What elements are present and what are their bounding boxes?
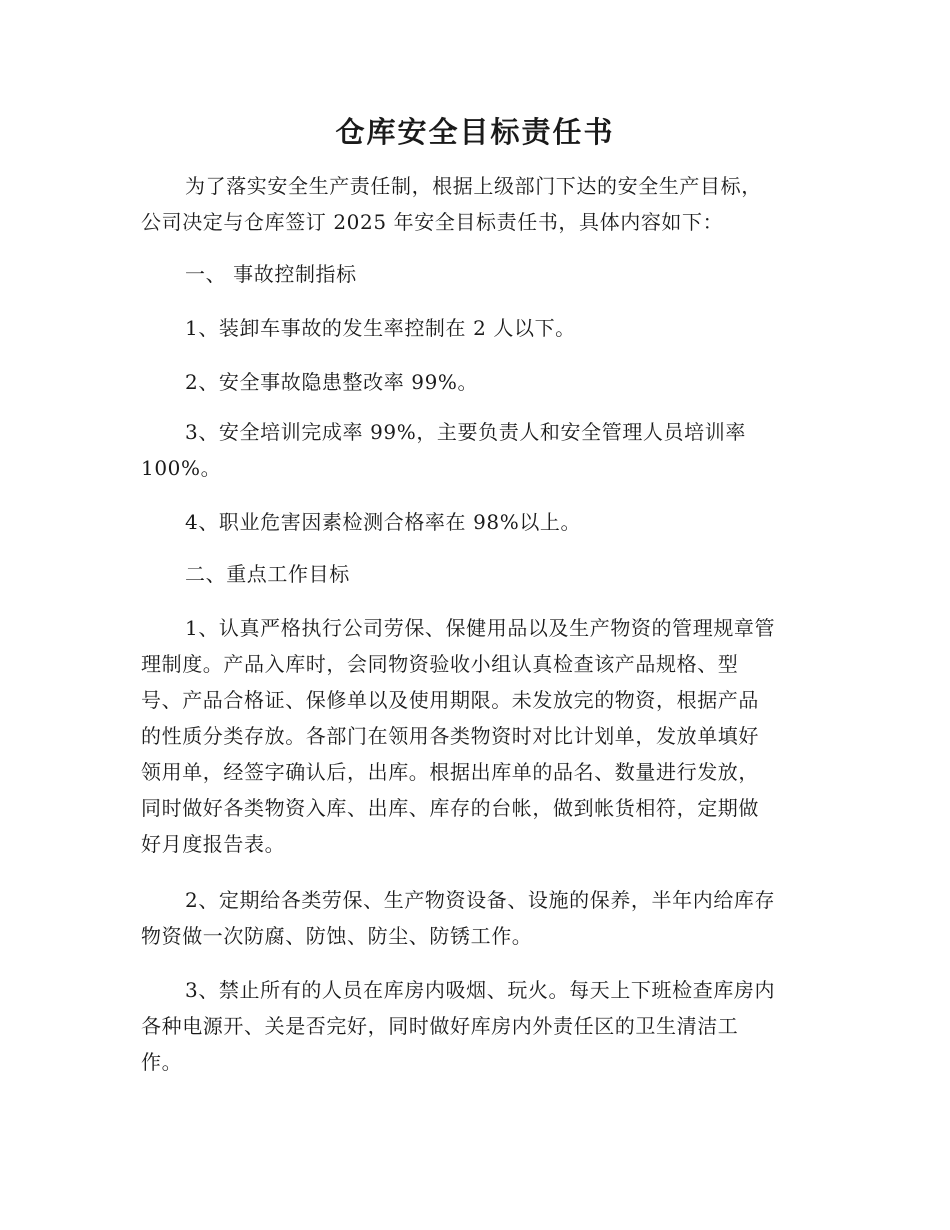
- text-line: 领用单，经签字确认后，出库。根据出库单的品名、数量进行发放，: [141, 760, 759, 784]
- text-line: 的性质分类存放。各部门在领用各类物资时对比计划单，发放单填好: [141, 724, 759, 748]
- text-line: 3、禁止所有的人员在库房内吸烟、玩火。每天上下班检查库房内: [185, 978, 776, 1002]
- text-line: 作。: [141, 1050, 183, 1074]
- text-line: 2、安全事故隐患整改率 99%。: [185, 370, 479, 394]
- text-line: 3、安全培训完成率 99%，主要负责人和安全管理人员培训率: [185, 420, 746, 444]
- text-line: 好月度报告表。: [141, 832, 286, 856]
- section-heading-key-work-goals: [141, 556, 811, 592]
- list-item: [141, 310, 811, 346]
- text-line: 为了落实安全生产责任制，根据上级部门下达的安全生产目标，: [185, 174, 762, 198]
- text-line: 物资做一次防腐、防蚀、防尘、防锈工作。: [141, 924, 533, 948]
- text-line: 2、定期给各类劳保、生产物资设备、设施的保养，半年内给库存: [185, 888, 776, 912]
- list-item: [141, 414, 811, 486]
- list-item: [141, 972, 811, 1080]
- text-line: 1、装卸车事故的发生率控制在 2 人以下。: [185, 316, 576, 340]
- section-heading-accident-control: [141, 256, 811, 292]
- text-line: 公司决定与仓库签订 2025 年安全目标责任书，具体内容如下：: [141, 210, 724, 234]
- list-item: [141, 504, 811, 540]
- text-line: 4、职业危害因素检测合格率在 98%以上。: [185, 510, 582, 534]
- text-line: 二、重点工作目标: [185, 562, 350, 586]
- text-line: 号、产品合格证、保修单以及使用期限。未发放完的物资，根据产品: [141, 688, 759, 712]
- text-line: 一、 事故控制指标: [185, 262, 357, 286]
- list-item: [141, 364, 811, 400]
- text-line: 同时做好各类物资入库、出库、库存的台帐，做到帐货相符，定期做: [141, 796, 759, 820]
- list-item: [141, 610, 811, 862]
- intro-paragraph: [141, 168, 811, 240]
- text-line: 理制度。产品入库时，会同物资验收小组认真检查该产品规格、型: [141, 652, 739, 676]
- text-line: 100%。: [141, 456, 222, 480]
- text-line: 各种电源开、关是否完好，同时做好库房内外责任区的卫生清洁工: [141, 1014, 739, 1038]
- list-item: [141, 882, 811, 954]
- text-line: 1、认真严格执行公司劳保、保健用品以及生产物资的管理规章管: [185, 616, 776, 640]
- document-title: 仓库安全目标责任书: [335, 115, 615, 149]
